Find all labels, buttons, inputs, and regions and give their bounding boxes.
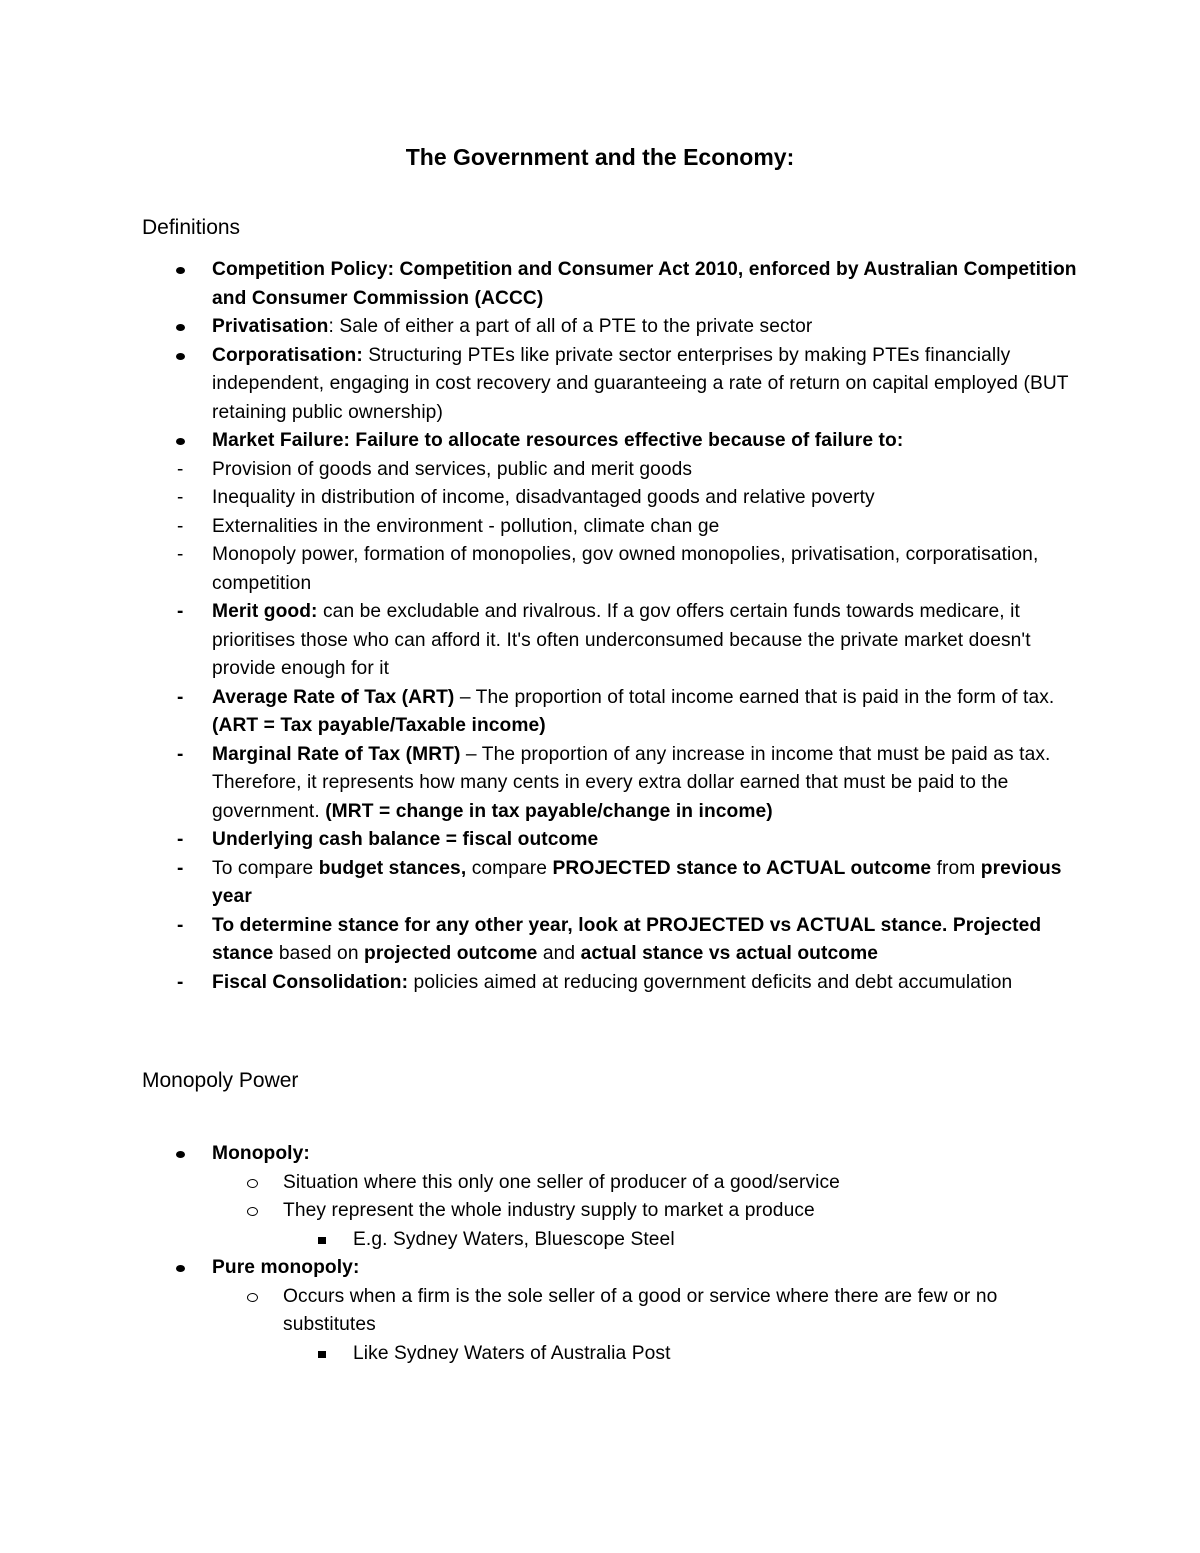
item-text: Inequality in distribution of income, disadvantaged goods and relative poverty xyxy=(212,487,875,508)
item-text: policies aimed at reducing government deficits and debt accumulation xyxy=(408,971,1013,993)
item-text: based on xyxy=(273,943,365,964)
bold-text: Pure monopoly: xyxy=(212,1257,360,1278)
dash-bullet-icon: - xyxy=(177,601,184,622)
item-text: compare xyxy=(466,857,553,879)
list-item xyxy=(0,313,1200,342)
definitions-list xyxy=(0,256,1200,997)
item-text: To compare xyxy=(212,857,319,879)
dash-bullet-icon: - xyxy=(177,857,184,879)
list-item xyxy=(0,1340,1200,1369)
dash-bullet-icon: - xyxy=(177,515,184,537)
item-text: Monopoly power, formation of monopolies, gov owned monopolies, privatisation, corporatisation, competition xyxy=(212,544,1039,594)
list-item xyxy=(0,826,1200,855)
item-text: – The proportion of any increase in income that must be paid as tax. Therefore, it represents how many cents in every extra dollar earned that must be paid to the government. xyxy=(212,743,1051,822)
monopoly-power-list xyxy=(0,1140,1200,1368)
item-text: can be excludable and rivalrous. If a gov offers certain funds towards medicare, it prioritises those who can afford it. It's often underconsumed because the private market doesn't provide enough for it xyxy=(212,601,1031,679)
dash-bullet-icon: - xyxy=(177,743,184,765)
bold-text: Monopoly: xyxy=(212,1143,310,1164)
bold-text: PROJECTED stance to ACTUAL outcome xyxy=(552,857,932,879)
bold-text: To determine stance for any other year, look at PROJECTED vs ACTUAL stance. Projected stance xyxy=(212,914,1042,964)
list-item xyxy=(0,684,1200,741)
bold-text: Market Failure: Failure to allocate resources effective because of failure to: xyxy=(212,430,904,451)
item-text: Structuring PTEs like private sector enterprises by making PTEs financially independent, engaging in cost recovery and guaranteeing a rate of return on capital employed (BUT retaining public ownership) xyxy=(212,344,1069,423)
dash-bullet-icon: - xyxy=(177,544,184,565)
list-item xyxy=(0,741,1200,827)
item-text: Externalities in the environment - pollution, climate chan ge xyxy=(212,515,720,537)
list-item xyxy=(0,541,1200,598)
bold-text: Privatisation xyxy=(212,316,329,337)
list-item xyxy=(0,484,1200,513)
dash-bullet-icon: - xyxy=(177,829,184,850)
list-item xyxy=(0,1197,1200,1226)
list-item xyxy=(0,855,1200,912)
list-item xyxy=(0,1169,1200,1198)
list-item xyxy=(0,1283,1200,1340)
item-text: Situation where this only one seller of producer of a good/service xyxy=(283,1171,840,1193)
item-text: from xyxy=(931,857,981,879)
item-text: : Sale of either a part of all of a PTE to the private sector xyxy=(328,316,813,337)
bold-text: projected outcome xyxy=(364,943,538,964)
list-item xyxy=(0,1254,1200,1283)
bold-text: Merit good: xyxy=(212,601,318,622)
list-item xyxy=(0,969,1200,998)
section-heading-definitions: Definitions xyxy=(142,216,241,239)
bold-text: actual stance vs actual outcome xyxy=(580,943,879,964)
bold-text: Competition Policy: Competition and Consumer Act 2010, enforced by Australian Competition and Consumer Commission (ACCC) xyxy=(212,259,1077,309)
list-item xyxy=(0,427,1200,456)
item-text: Provision of goods and services, public and merit goods xyxy=(212,458,693,480)
item-text: Like Sydney Waters of Australia Post xyxy=(353,1342,671,1364)
list-item xyxy=(0,598,1200,684)
item-text: – The proportion of total income earned that is paid in the form of tax. xyxy=(454,686,1055,708)
item-text: and xyxy=(537,943,581,964)
page-title: The Government and the Economy: xyxy=(405,144,795,170)
dash-bullet-icon: - xyxy=(177,686,184,708)
bold-text: Underlying cash balance = fiscal outcome xyxy=(212,829,599,850)
section-heading-monopoly-power: Monopoly Power xyxy=(142,1069,299,1092)
dash-bullet-icon: - xyxy=(177,971,184,993)
list-item xyxy=(0,912,1200,969)
item-text: E.g. Sydney Waters, Bluescope Steel xyxy=(353,1228,675,1250)
list-item xyxy=(0,513,1200,542)
dash-bullet-icon: - xyxy=(177,487,184,508)
bold-text: (MRT = change in tax payable/change in income) xyxy=(325,800,773,822)
item-text: Occurs when a firm is the sole seller of a good or service where there are few or no substitutes xyxy=(283,1285,998,1335)
bold-text: (ART = Tax payable/Taxable income) xyxy=(212,715,546,736)
list-item xyxy=(0,342,1200,428)
list-item xyxy=(0,456,1200,485)
bold-text: Corporatisation: xyxy=(212,344,363,366)
bold-text: budget stances, xyxy=(318,857,467,879)
bold-text: Fiscal Consolidation: xyxy=(212,971,409,993)
list-item xyxy=(0,1226,1200,1255)
bold-text: Average Rate of Tax (ART) xyxy=(212,686,455,708)
bold-text: Marginal Rate of Tax (MRT) xyxy=(212,743,461,765)
list-item xyxy=(0,1140,1200,1169)
dash-bullet-icon: - xyxy=(177,914,184,936)
dash-bullet-icon: - xyxy=(177,458,184,480)
bold-text: previous year xyxy=(212,857,1062,907)
item-text: They represent the whole industry supply to market a produce xyxy=(283,1200,815,1221)
list-item xyxy=(0,256,1200,313)
